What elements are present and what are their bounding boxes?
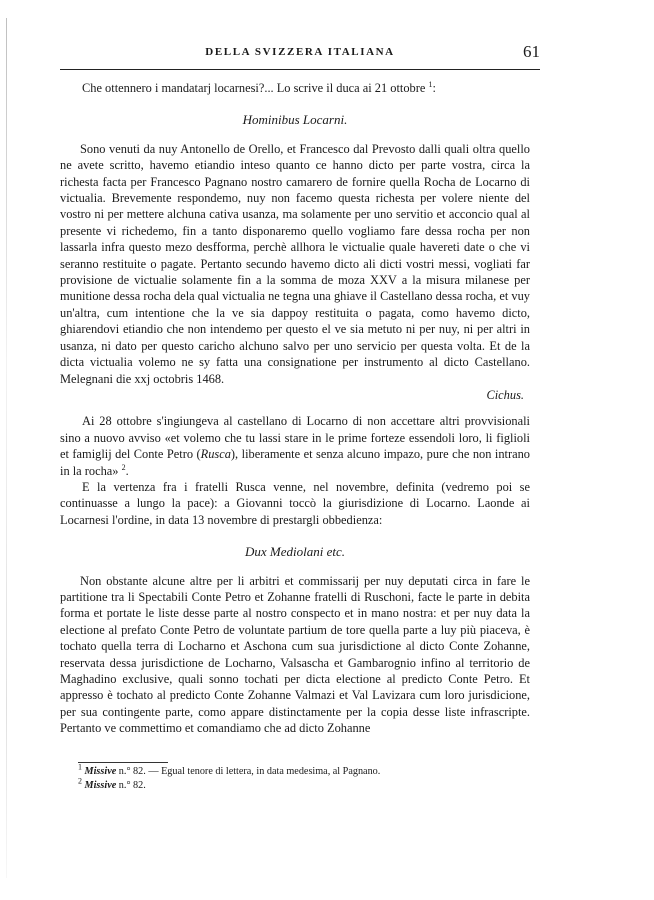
intro-text: Che ottennero i mandatarj locarnesi?... Lo scrive il duca ai 21 ottobre [82, 81, 426, 95]
footnote-1-text: — Egual tenore di lettera, in data medesima, al Pagnano. [148, 766, 381, 777]
letter2-body: Non obstante alcune altre per li arbitri et commissarij per nuy deputati circa in fare le partitione tra li Spectabili Conte Petro et Zohanne fratelli di Ruschoni, facte le parte in debita forma et portate le liste desse parte al nostro conspecto et in mano nostra: et per nuy data la electione al prefato Conte Petro de voluntate partium de tore quella parte a luy più piaceva, è tochato quella terra di Locharno et Aschona cum sua jurisdictione al dicto Conte Zohanne, reservata dessa jurisdictione de Locharno, Valsascha et Gambarognio infino al territorio de Maghadino exclusive, quali sonno tochati per dicta electione al predicto Conte Petro. Et appresso è tochato al predicto Conte Zohanne Valmazi et Val Lavizara cum loro jurisdicione, per sua contingente parte, como appare distinctamente per la copia desse liste infrascripte. Pertanto ve commettimo et comandiamo che ad dicto Zohanne [60, 573, 530, 736]
letter1-body: Sono venuti da nuy Antonello de Orello, et Francesco dal Prevosto dalli quali oltra quello ne avete scritto, havemo etiandio inteso quanto ce hanno dicto per parte vostra, circa la richesta facta per Francesco Pagnano nostro camarero de fornire quella Rocha de Locarno di victualia. Brevemente respondemo, nuy non facemo questa richesta per volere niente del vostro ni per mettere alchuna cativa usanza, ma solamente per uno servitio et acconcio qual al presente vi richedemo, fin a tanto disponaremo quello vogliamo fare dessa rocha per non lassarla infra questo mezo desfforma, perchè allhora le victualie quale havereti date o che vi seranno restituite o pagate. Pertanto secundo havemo dicto ali dicti vostri messi, vogliati far provisione de victualie solamente fin a la somma de moza XXV a la misura milanese per munitione dessa rocha dela qual victualia ne tegna una ghiave il Castellano dessa rocha, et vuy un'altra, cum intentione che la ve sia dappoy restituita o pagata, como havemo dicto, ghiarendovi etiandio che non intendemo per questo el ve sia metuto ni per nuy, ni per altri in usanza, ni dato per questo caricho alchuno salvo per uno servicio per questa volta. Et de la dicta victualia volemo ne sy fatta una consignatione per instrumento al dicto Castellano. Melegnani die xxj octobris 1468. [60, 141, 530, 386]
letter2-heading: Dux Mediolani etc. [245, 544, 345, 560]
spacer [60, 403, 530, 413]
footnote-1-source: Missive [84, 766, 117, 777]
running-title: DELLA SVIZZERA ITALIANA [205, 46, 395, 58]
footnote-1-ref: n.° 82. [118, 766, 146, 777]
running-header [60, 42, 540, 66]
main-text [60, 80, 530, 737]
para2-text2: ), liberamente et senza alcuno impazo, pure che non intrano in la rocha» [60, 447, 530, 478]
footnote-1 [78, 762, 538, 779]
page-number: 61 [523, 42, 540, 61]
footnote-2 [78, 776, 538, 793]
footnote-2-source: Missive [84, 780, 117, 791]
page-edge-shadow [6, 18, 7, 878]
letter1-heading: Hominibus Locarni. [242, 112, 348, 128]
footnote-rule [78, 762, 168, 763]
footnote-ref-2: 2 [121, 462, 126, 472]
para2-end: . [125, 463, 129, 478]
intro-paragraph [60, 80, 530, 96]
letter1-signoff [60, 387, 530, 403]
letter1-signature: Cichus. [486, 387, 524, 402]
footnote-1-number: 1 [78, 762, 82, 772]
footnote-2-ref: n.° 82. [118, 780, 146, 791]
paragraph-3: E la vertenza fra i fratelli Rusca venne, nel novembre, definita (vedremo poi se continuasse a lungo la pace): a Giovanni toccò la giurisdizione di Locarno. Laonde ai Locarnesi l'ordine, in data 13 novembre di prestargli obbedienza: [60, 479, 530, 527]
footnotes [78, 762, 538, 793]
para2-text: Ai 28 ottobre s'ingiungeva al castellano di Locarno di non accettare altri provvisionali sino a nuovo avviso «et volemo che tu lassi stare in le prime forteze essendoli loro, li figlioli et famiglij del Conte Petro ( [60, 414, 530, 462]
paragraph-2 [60, 413, 530, 479]
para2-italic: Rusca [200, 447, 231, 462]
footnote-ref-1: 1 [428, 79, 433, 89]
intro-end: : [432, 81, 436, 95]
letter2 [60, 573, 530, 737]
letter1 [60, 141, 530, 404]
header-rule [60, 69, 540, 70]
footnote-2-number: 2 [78, 776, 82, 786]
